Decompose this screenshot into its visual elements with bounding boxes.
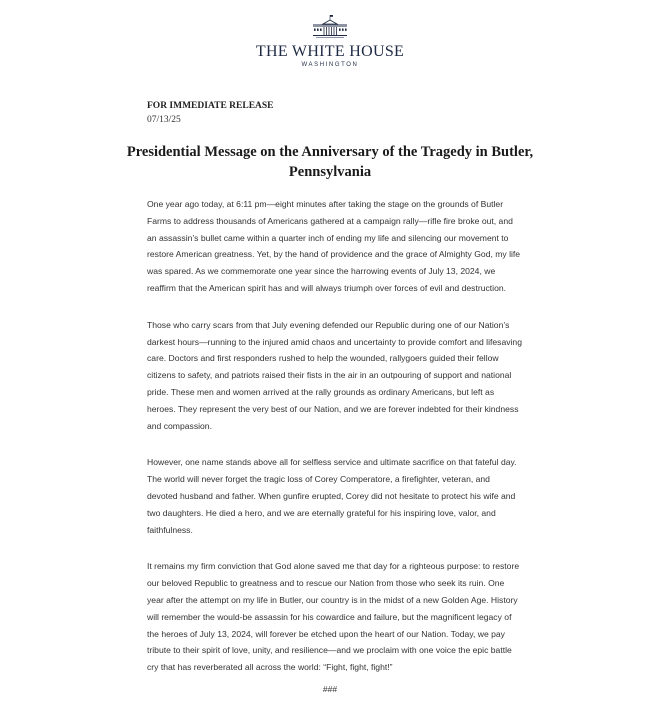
end-mark: ### <box>322 684 338 694</box>
logo-subtitle: WASHINGTON <box>301 62 359 68</box>
logo-title: THE WHITE HOUSE <box>255 43 405 60</box>
white-house-logo <box>0 14 660 68</box>
paragraph: It remains my firm conviction that God alone saved me that day for a righteous purpose: to restore our beloved Republic to greatness and to rescue our Nation from those who seek its ruin. One year after the attempt on my life in Butler, our country is in the midst of a new Golden Age. History will remember the would-be assassin for his cowardice and failure, but the magnificent legacy of the heroes of July 13, 2024, will forever be etched upon the heart of our Nation. Today, we pay tribute to their spirit of love, unity, and resilience—and we proclaim with one voice the epic battle cry that has reverberated all across the world: “Fight, fight, fight!” <box>147 561 520 673</box>
paragraph: One year ago today, at 6:11 pm—eight minutes after taking the stage on the grounds of Butler Farms to address thousands of Americans gathered at a campaign rally—rifle fire broke out, and an assassin’s bullet came within a quarter inch of ending my life and silencing our movement to restore American greatness. Yet, by the hand of providence and the grace of Almighty God, my life was spared. As we commemorate one year since the harrowing events of July 13, 2024, we reaffirm that the American spirit has and will always triumph over forces of evil and destruction. <box>147 199 521 293</box>
paragraph: Those who carry scars from that July evening defended our Republic during one of our Nation’s darkest hours—running to the injured amid chaos and uncertainty to provide comfort and lifesaving care. Doctors and first responders rushed to help the wounded, rallygoers guided their fellow citizens to safety, and patriots raised their fists in the air in an outpouring of support and national pride. These men and women arrived at the rally grounds as ordinary Americans, but left as heroes. They represent the very best of our Nation, and we are forever indebted for their kindness and compassion. <box>147 319 522 431</box>
white-house-building-icon <box>310 14 350 40</box>
paragraph: However, one name stands above all for selfless service and ultimate sacrifice on that fateful day. The world will never forget the tragic loss of Corey Comperatore, a firefighter, veteran, and devoted husband and father. When gunfire erupted, Corey did not hesitate to protect his wife and two daughters. He died a hero, and we are eternally grateful for his inspiring love, valor, and faithfulness. <box>147 457 517 535</box>
article-body <box>147 196 522 696</box>
release-date: 07/13/25 <box>147 115 181 125</box>
release-label: FOR IMMEDIATE RELEASE <box>147 101 274 111</box>
page-title: Presidential Message on the Anniversary of the Tragedy in Butler, Pennsylvania <box>126 144 534 180</box>
